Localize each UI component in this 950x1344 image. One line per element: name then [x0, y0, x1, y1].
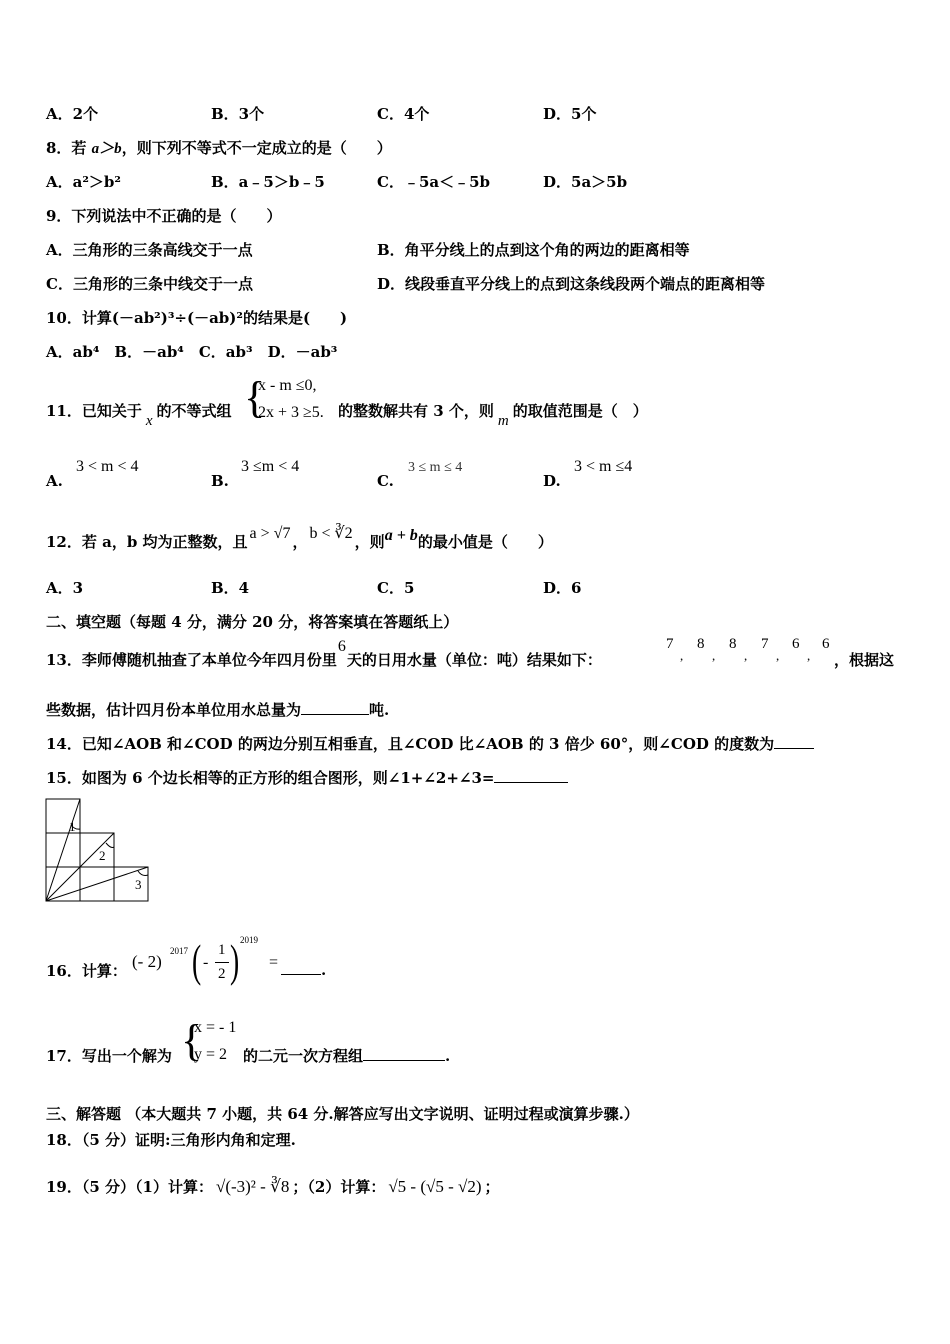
q12-option-a: A．3: [46, 579, 84, 597]
q15-diagonal-1: [46, 799, 80, 901]
q16-exponent-2: 2019: [240, 935, 258, 945]
q13-value-1: 7: [666, 636, 674, 652]
q13-value-4: 7: [761, 636, 769, 652]
q19-text-2: ；（2）计算：: [292, 1178, 386, 1196]
q15-angle-label-1: 1: [69, 819, 76, 834]
q15-angle-arc-3: [138, 871, 148, 876]
q8-option-c: C．﹣5a＜﹣5b: [377, 173, 491, 191]
q11-text-2: 的不等式组: [156, 402, 232, 420]
q18-stem: 18．（5 分）证明:三角形内角和定理.: [46, 1131, 296, 1149]
q16-end: .: [321, 961, 327, 979]
q13-value-5: 6: [792, 636, 800, 652]
q12-text-1: 12．若 a，b 均为正整数，且: [46, 533, 248, 551]
q12-separator: ，: [292, 533, 308, 551]
q8-option-b: B．a﹣5＞b﹣5: [211, 173, 325, 191]
q11-system-row-2: 2x + 3 ≥5.: [258, 404, 324, 421]
q9-option-d: D．线段垂直平分线上的点到这条线段两个端点的距离相等: [377, 275, 766, 293]
q11-text-4: 的取值范围是（ ）: [512, 402, 648, 420]
q13-text-1: 13．李师傅随机抽查了本单位今年四月份里: [46, 651, 337, 669]
q11-var-m: m: [497, 413, 509, 429]
q17-end: .: [445, 1047, 451, 1065]
q9-option-a: A．三角形的三条高线交于一点: [46, 241, 253, 259]
section-2-heading: 二、填空题（每题 4 分，满分 20 分，将答案填在答题纸上）: [46, 613, 459, 631]
q9-stem: 9．下列说法中不正确的是（ ）: [46, 207, 282, 225]
q15-stem: [46, 767, 568, 788]
q16-paren-left: (: [192, 935, 202, 986]
q16-paren-right: ): [230, 935, 240, 986]
q14-stem: [46, 733, 814, 754]
q11-option-b-label: B.: [211, 472, 229, 490]
q12-math-sum: a + b: [384, 527, 418, 544]
q11-text-3: 的整数解共有 3 个，则: [338, 402, 494, 420]
q15-diagonal-3: [46, 867, 148, 901]
q9-option-c: C．三角形的三条中线交于一点: [46, 275, 253, 293]
q13-comma-3: ,: [744, 648, 748, 663]
q19-text-1: 19．（5 分）（1）计算：: [46, 1178, 213, 1196]
q8-option-a: A．a²＞b²: [46, 173, 121, 191]
q15-answer-blank[interactable]: [494, 768, 568, 783]
q12-option-b: B．4: [211, 579, 250, 597]
q16-frac-bar: [215, 962, 229, 963]
q15-figure: [44, 797, 154, 907]
q7-option-d: D．5个: [543, 105, 597, 123]
q19-text-3: ；: [484, 1178, 500, 1196]
q15-angle-label-3: 3: [135, 877, 142, 892]
q8-stem: [46, 137, 392, 158]
q13-comma-4: ,: [776, 648, 780, 663]
q8-option-d: D．5a＞5b: [543, 173, 628, 191]
q17-system-row-1: x = - 1: [194, 1019, 237, 1036]
q15-angle-label-2: 2: [99, 848, 106, 863]
q17-system-row-2: y = 2: [194, 1046, 228, 1063]
q13-value-2: 8: [697, 636, 705, 652]
q14-answer-blank[interactable]: [774, 734, 814, 749]
q19-math-1: √(-3)² - ∛8: [215, 1177, 290, 1196]
q11-option-d-label: D.: [543, 472, 561, 490]
q11-system-brace: {: [244, 373, 266, 422]
q17-tail: [243, 1045, 450, 1066]
q16-base: (- 2): [132, 952, 162, 971]
q11-system-row-1: x - m ≤0,: [258, 377, 317, 394]
q17-answer-blank[interactable]: [363, 1046, 445, 1061]
q13-stem: [46, 638, 602, 670]
q15-text: 15．如图为 6 个边长相等的正方形的组合图形，则∠1+∠2+∠3=: [46, 769, 495, 787]
q12-math-a: a > √7: [249, 525, 291, 542]
q12-text-3: 的最小值是（ ）: [417, 533, 553, 551]
q16-exponent-1: 2017: [170, 946, 188, 956]
q10-options: A．ab⁴ B．－ab⁴ C．ab³ D．－ab³: [46, 343, 338, 361]
q13-answer-blank[interactable]: [301, 700, 369, 715]
q16-label: 16．计算：: [46, 962, 127, 980]
q11-var-x: x: [145, 413, 153, 429]
q7-option-c: C．4个: [377, 105, 430, 123]
section-3-heading: 三、解答题 （本大题共 7 小题，共 64 分.解答应写出文字说明、证明过程或演算步骤.）: [46, 1105, 639, 1123]
q11-text-1: 11．已知关于: [46, 402, 142, 420]
q8-stem-suffix: ，则下列不等式不一定成立的是（ ）: [121, 139, 392, 157]
q11-option-a-label: A.: [46, 472, 63, 490]
q16-frac-sign: -: [203, 954, 209, 971]
q7-option-a: A．2个: [46, 105, 99, 123]
q19-stem: [46, 1176, 500, 1197]
q17-text-2: 的二元一次方程组: [243, 1047, 364, 1065]
q16-answer-blank[interactable]: [281, 960, 321, 975]
q8-stem-math: a＞b: [91, 141, 122, 157]
q19-math-2: √5 - (√5 - √2): [388, 1177, 482, 1196]
q16-answer: [281, 960, 326, 979]
q11-stem: [46, 400, 232, 429]
q16-frac-num: 1: [218, 942, 226, 958]
q13-text-3: ，根据这: [834, 651, 895, 669]
q15-square-6: [114, 867, 148, 901]
q12-text-2: ，则: [354, 533, 385, 551]
q11-stem-tail: [338, 400, 648, 429]
q16-frac-den: 2: [218, 966, 226, 982]
q13-text-4: 些数据，估计四月份本单位用水总量为: [46, 701, 302, 719]
q11-option-b-math: 3 ≤m < 4: [241, 458, 300, 475]
q13-comma-2: ,: [712, 648, 716, 663]
q13-line-2: [46, 699, 389, 720]
q11-option-d-math: 3 < m ≤4: [574, 458, 633, 475]
q17-label: 17．写出一个解为: [46, 1047, 172, 1065]
q13-value-3: 8: [729, 636, 737, 652]
q13-comma-5: ,: [807, 648, 811, 663]
q14-text: 14．已知∠AOB 和∠COD 的两边分别互相垂直，且∠COD 比∠AOB 的 3 倍少 60°，则∠COD 的度数为: [46, 735, 775, 753]
q12-math-b: b < ∛2: [309, 525, 353, 542]
q12-option-c: C．5: [377, 579, 415, 597]
q9-option-b: B．角平分线上的点到这个角的两边的距离相等: [377, 241, 690, 259]
q13-text-2: 天的日用水量（单位：吨）结果如下：: [346, 651, 602, 669]
q13-text-5: 吨.: [369, 701, 390, 719]
q11-option-a-math: 3 < m < 4: [76, 458, 139, 475]
q17-system-brace: {: [181, 1016, 203, 1065]
q13-value-6: 6: [822, 636, 830, 652]
q11-option-c-math: 3 ≤ m ≤ 4: [408, 460, 463, 475]
q13-days: 6: [337, 638, 346, 655]
q13-comma-1: ,: [680, 648, 684, 663]
q15-angle-arc-2: [106, 843, 114, 848]
q16-equals: =: [269, 954, 279, 971]
q12-stem: [46, 525, 553, 552]
q7-option-b: B．3个: [211, 105, 265, 123]
q10-stem: 10．计算(－ab²)³÷(－ab)²的结果是( ): [46, 309, 348, 327]
q8-stem-prefix: 8．若: [46, 139, 92, 157]
q11-option-c-label: C.: [377, 472, 394, 490]
q12-option-d: D．6: [543, 579, 582, 597]
